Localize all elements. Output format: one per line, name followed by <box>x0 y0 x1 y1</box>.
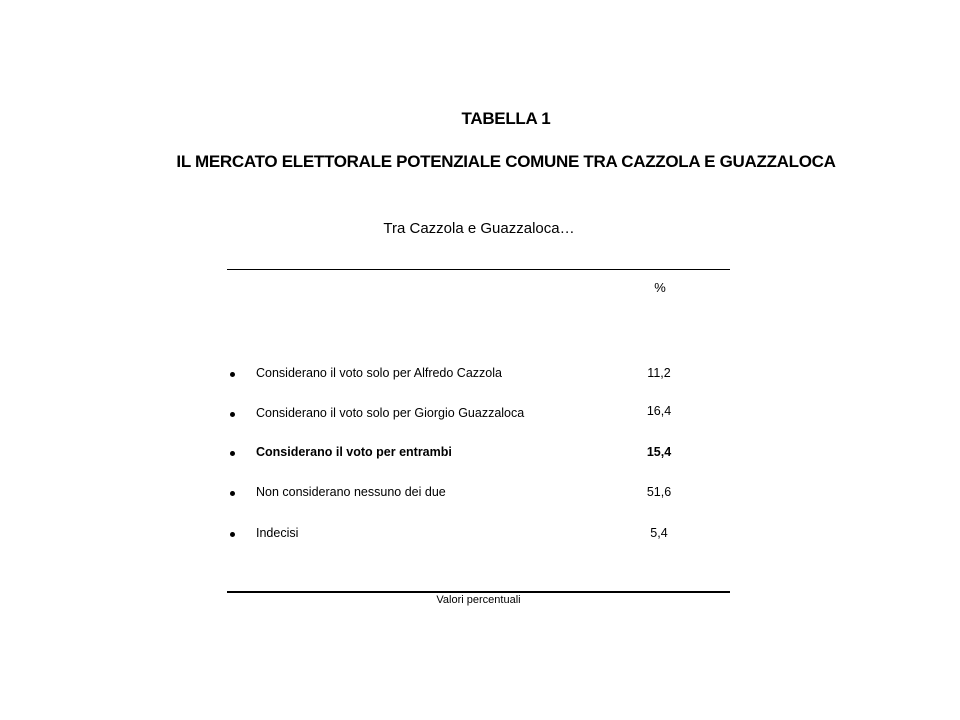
row-label: Indecisi <box>256 526 299 540</box>
bullet-icon <box>230 491 235 496</box>
table-row <box>227 406 730 424</box>
row-value: 16,4 <box>646 404 672 418</box>
percent-column-header: % <box>654 280 666 295</box>
row-label: Non considerano nessuno dei due <box>256 485 446 499</box>
table-top-rule <box>227 269 730 270</box>
row-value: 5,4 <box>650 526 668 540</box>
table-title: TABELLA 1 <box>461 109 551 128</box>
row-label: Considerano il voto solo per Alfredo Cazzola <box>256 366 502 380</box>
row-label: Considerano il voto per entrambi <box>256 445 452 459</box>
row-label: Considerano il voto solo per Giorgio Guazzaloca <box>256 406 525 420</box>
bullet-icon <box>230 532 235 537</box>
row-value: 15,4 <box>646 445 672 459</box>
bullet-icon <box>230 412 235 417</box>
row-value: 51,6 <box>646 485 672 499</box>
table-heading: IL MERCATO ELETTORALE POTENZIALE COMUNE TRA CAZZOLA E GUAZZALOCA <box>176 152 836 171</box>
table-row <box>227 526 730 544</box>
table-row <box>227 485 730 503</box>
table-row <box>227 366 730 384</box>
row-value: 11,2 <box>647 366 671 380</box>
table-row <box>227 445 730 463</box>
table-footnote: Valori percentuali <box>436 594 521 606</box>
table-bottom-rule <box>227 591 730 593</box>
bullet-icon <box>230 372 235 377</box>
table-subtitle: Tra Cazzola e Guazzaloca… <box>383 220 575 237</box>
bullet-icon <box>230 451 235 456</box>
